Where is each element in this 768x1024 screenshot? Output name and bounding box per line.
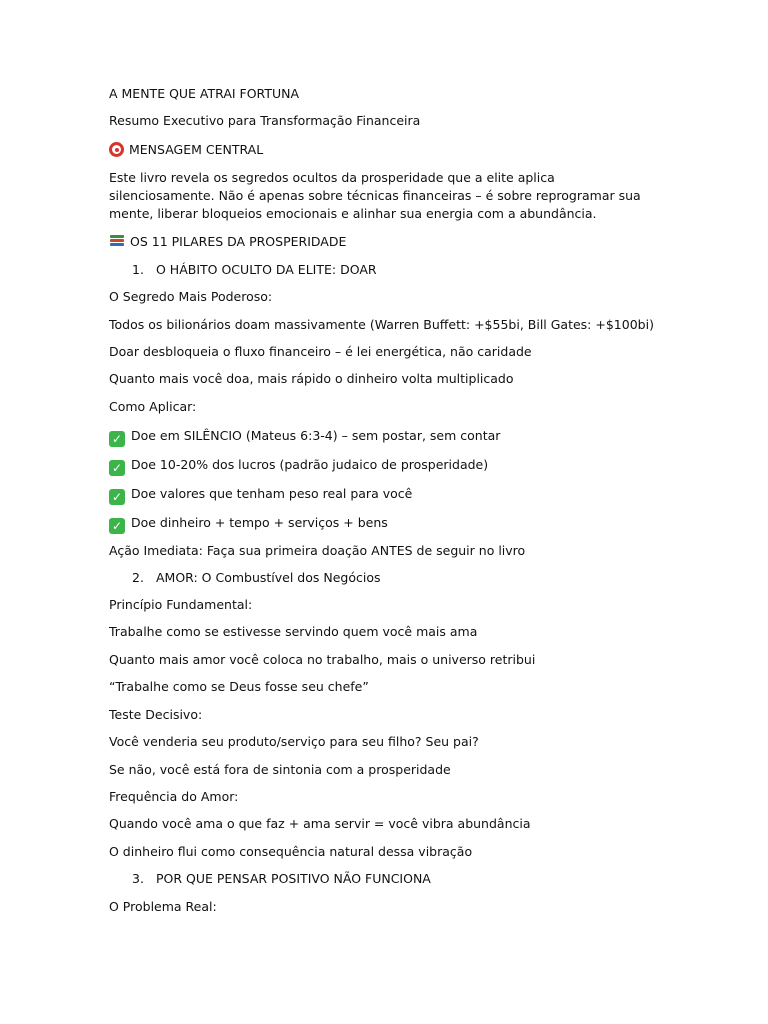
- section-2-line: Quando você ama o que faz + ama servir = você vibra abundância: [109, 816, 531, 831]
- section-2-line: O dinheiro flui como consequência natural dessa vibração: [109, 844, 473, 859]
- section-2-line: Você venderia seu produto/serviço para seu filho? Seu pai?: [109, 734, 479, 749]
- section-2-heading-text: AMOR: O Combustível dos Negócios: [156, 570, 381, 585]
- check-item: [109, 427, 500, 447]
- section-1-line: Todos os bilionários doam massivamente (Warren Buffett: +$55bi, Bill Gates: +$100bi): [109, 317, 654, 332]
- central-message-paragraph: Este livro revela os segredos ocultos da prosperidade que a elite aplica silenciosamente. Não é apenas sobre técnicas financeiras – é sobre reprogramar sua mente, liberar bloqueios emocionais e alinhar sua energia com a abundância.: [109, 170, 641, 221]
- section-2-line: Se não, você está fora de sintonia com a prosperidade: [109, 762, 451, 777]
- section-1-number: 1.: [132, 262, 144, 277]
- section-2-line: Quanto mais amor você coloca no trabalho, mais o universo retribui: [109, 652, 536, 667]
- target-icon: [109, 142, 124, 157]
- check-item: [109, 514, 388, 534]
- check-mark-icon: ✓: [109, 489, 125, 505]
- section-2-heading: [132, 569, 381, 587]
- section-2-number: 2.: [132, 570, 144, 585]
- section-1-line: Como Aplicar:: [109, 399, 197, 414]
- check-item-text: Doe valores que tenham peso real para você: [131, 486, 413, 501]
- section-2-line: Teste Decisivo:: [109, 707, 203, 722]
- section-2-line: Trabalhe como se estivesse servindo quem você mais ama: [109, 624, 478, 639]
- check-mark-icon: ✓: [109, 460, 125, 476]
- check-mark-icon: ✓: [109, 518, 125, 534]
- pillars-heading-text: OS 11 PILARES DA PROSPERIDADE: [130, 234, 347, 249]
- check-item-text: Doe em SILÊNCIO (Mateus 6:3-4) – sem postar, sem contar: [131, 428, 501, 443]
- document-title: A MENTE QUE ATRAI FORTUNA: [109, 86, 300, 101]
- check-item: [109, 456, 488, 476]
- section-3-heading: [132, 870, 431, 888]
- document-subtitle: Resumo Executivo para Transformação Financeira: [109, 113, 421, 128]
- section-2-line: Frequência do Amor:: [109, 789, 239, 804]
- section-1-heading: [132, 261, 377, 279]
- section-1-action: Ação Imediata: Faça sua primeira doação ANTES de seguir no livro: [109, 543, 526, 558]
- section-1-line: Quanto mais você doa, mais rápido o dinheiro volta multiplicado: [109, 371, 514, 386]
- pillars-heading: [109, 233, 346, 251]
- books-icon: [109, 234, 125, 248]
- check-mark-icon: ✓: [109, 431, 125, 447]
- check-item: [109, 485, 412, 505]
- central-message-heading-text: MENSAGEM CENTRAL: [129, 142, 264, 157]
- section-2-line: “Trabalhe como se Deus fosse seu chefe”: [109, 679, 369, 694]
- section-3-number: 3.: [132, 871, 144, 886]
- central-message-heading: [109, 141, 263, 159]
- section-3-heading-text: POR QUE PENSAR POSITIVO NÃO FUNCIONA: [156, 871, 431, 886]
- section-2-line: Princípio Fundamental:: [109, 597, 253, 612]
- section-1-heading-text: O HÁBITO OCULTO DA ELITE: DOAR: [156, 262, 377, 277]
- section-1-line: O Segredo Mais Poderoso:: [109, 289, 273, 304]
- check-item-text: Doe dinheiro + tempo + serviços + bens: [131, 515, 388, 530]
- check-item-text: Doe 10-20% dos lucros (padrão judaico de prosperidade): [131, 457, 489, 472]
- section-3-line: O Problema Real:: [109, 899, 217, 914]
- section-1-line: Doar desbloqueia o fluxo financeiro – é lei energética, não caridade: [109, 344, 532, 359]
